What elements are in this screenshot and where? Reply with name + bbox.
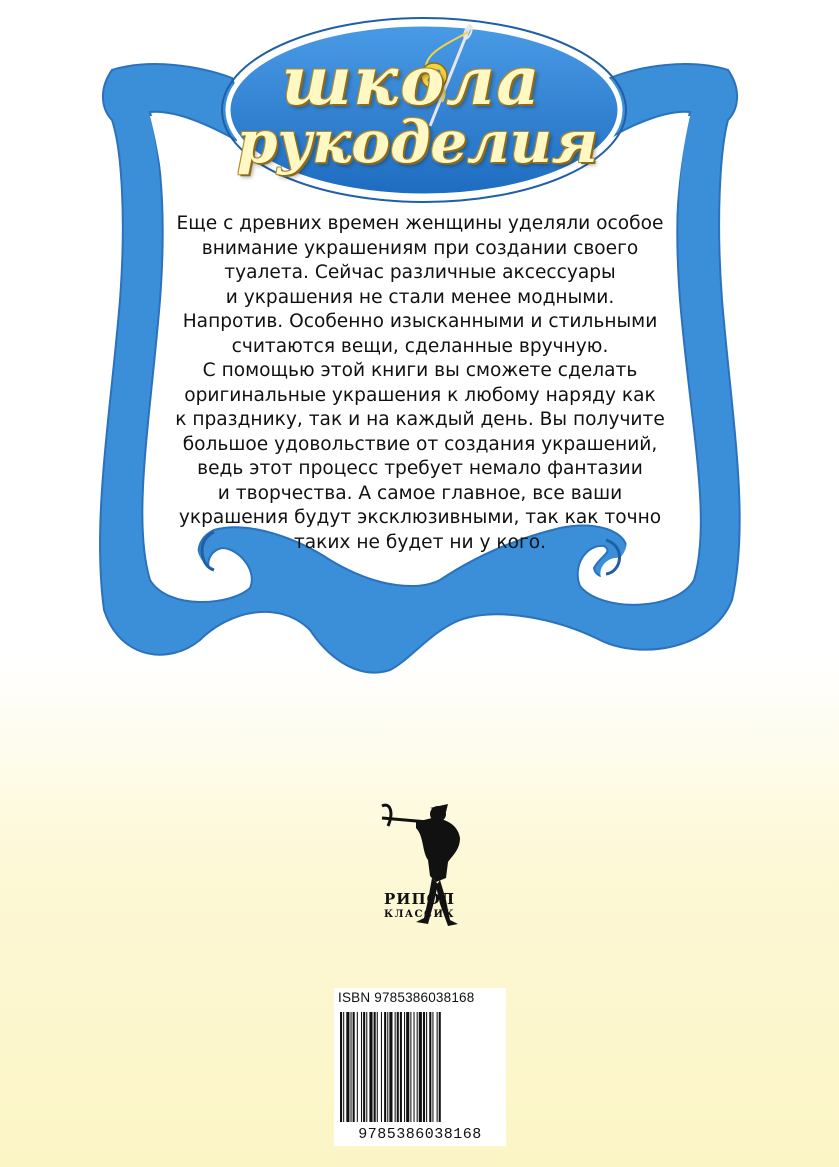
description-line: и творчества. А самое главное, все ваши <box>217 482 623 504</box>
barcode-bar <box>346 1012 349 1122</box>
barcode-bar <box>381 1012 382 1122</box>
isbn-digits: 9785386038168 <box>358 1126 482 1143</box>
barcode-bar <box>417 1012 418 1122</box>
description-line: С помощью этой книги вы сможете сделать <box>202 360 638 381</box>
description-line: оригинальные украшения к любому наряду как <box>184 384 656 406</box>
description-line: считаются вещи, сделанные вручную. <box>231 335 609 357</box>
barcode-bar <box>432 1012 433 1122</box>
barcode-bar <box>414 1012 415 1122</box>
barcode-bar <box>389 1012 392 1122</box>
barcode-bar <box>343 1012 344 1122</box>
barcode-bar <box>439 1012 441 1122</box>
barcode-bar <box>369 1012 372 1122</box>
description-line: большое удовольствие от создания украшений, <box>182 433 658 455</box>
barcode-bar <box>423 1012 425 1122</box>
barcode-bar <box>374 1012 376 1122</box>
barcode-bar <box>384 1012 386 1122</box>
barcode-bar <box>437 1012 438 1122</box>
description-line: к празднику, так и на каждый день. Вы получите <box>175 409 665 430</box>
barcode-bar <box>429 1012 431 1122</box>
barcode-bar <box>357 1012 358 1122</box>
barcode-bar <box>400 1012 402 1122</box>
description-line: внимание украшениям при создании своего <box>201 237 639 259</box>
barcode-bar <box>397 1012 399 1122</box>
logo-title-line1: школа <box>281 42 542 120</box>
book-description <box>170 212 670 555</box>
isbn-barcode <box>334 988 506 1146</box>
description-line: туалета. Сейчас различные аксессуары <box>224 262 616 283</box>
barcode-bar <box>406 1012 409 1122</box>
barcode-bar <box>340 1012 342 1122</box>
barcode-bar <box>387 1012 388 1122</box>
barcode-bar <box>353 1012 355 1122</box>
publisher-name: РИПОЛ <box>384 890 455 908</box>
barcode-bar <box>377 1012 378 1122</box>
description-line: ведь этот процесс требует немало фантазии <box>197 458 643 479</box>
description-line: Еще с древних времен женщины уделяли особое <box>176 213 664 234</box>
barcode-bar <box>419 1012 422 1122</box>
description-line: таких не будет ни у кого. <box>293 531 547 553</box>
description-line: Напротив. Особенно изысканными и стильными <box>182 311 658 332</box>
isbn-label: ISBN 9785386038168 <box>338 990 475 1005</box>
description-line: украшения будут эксклюзивными, так как точно <box>178 507 662 528</box>
barcode-bars <box>334 1010 506 1126</box>
logo-title-line2: рукоделия <box>236 108 599 176</box>
barcode-bar <box>395 1012 396 1122</box>
barcode-bar <box>404 1012 405 1122</box>
barcode-bar <box>351 1012 352 1122</box>
barcode-bar <box>363 1012 365 1122</box>
barcode-bar <box>361 1012 362 1122</box>
description-line: и украшения не стали менее модными. <box>225 286 615 308</box>
barcode-bar <box>426 1012 427 1122</box>
barcode-bar <box>366 1012 367 1122</box>
publisher-subtitle: КЛАССИК <box>383 909 456 920</box>
barcode-bar <box>410 1012 411 1122</box>
